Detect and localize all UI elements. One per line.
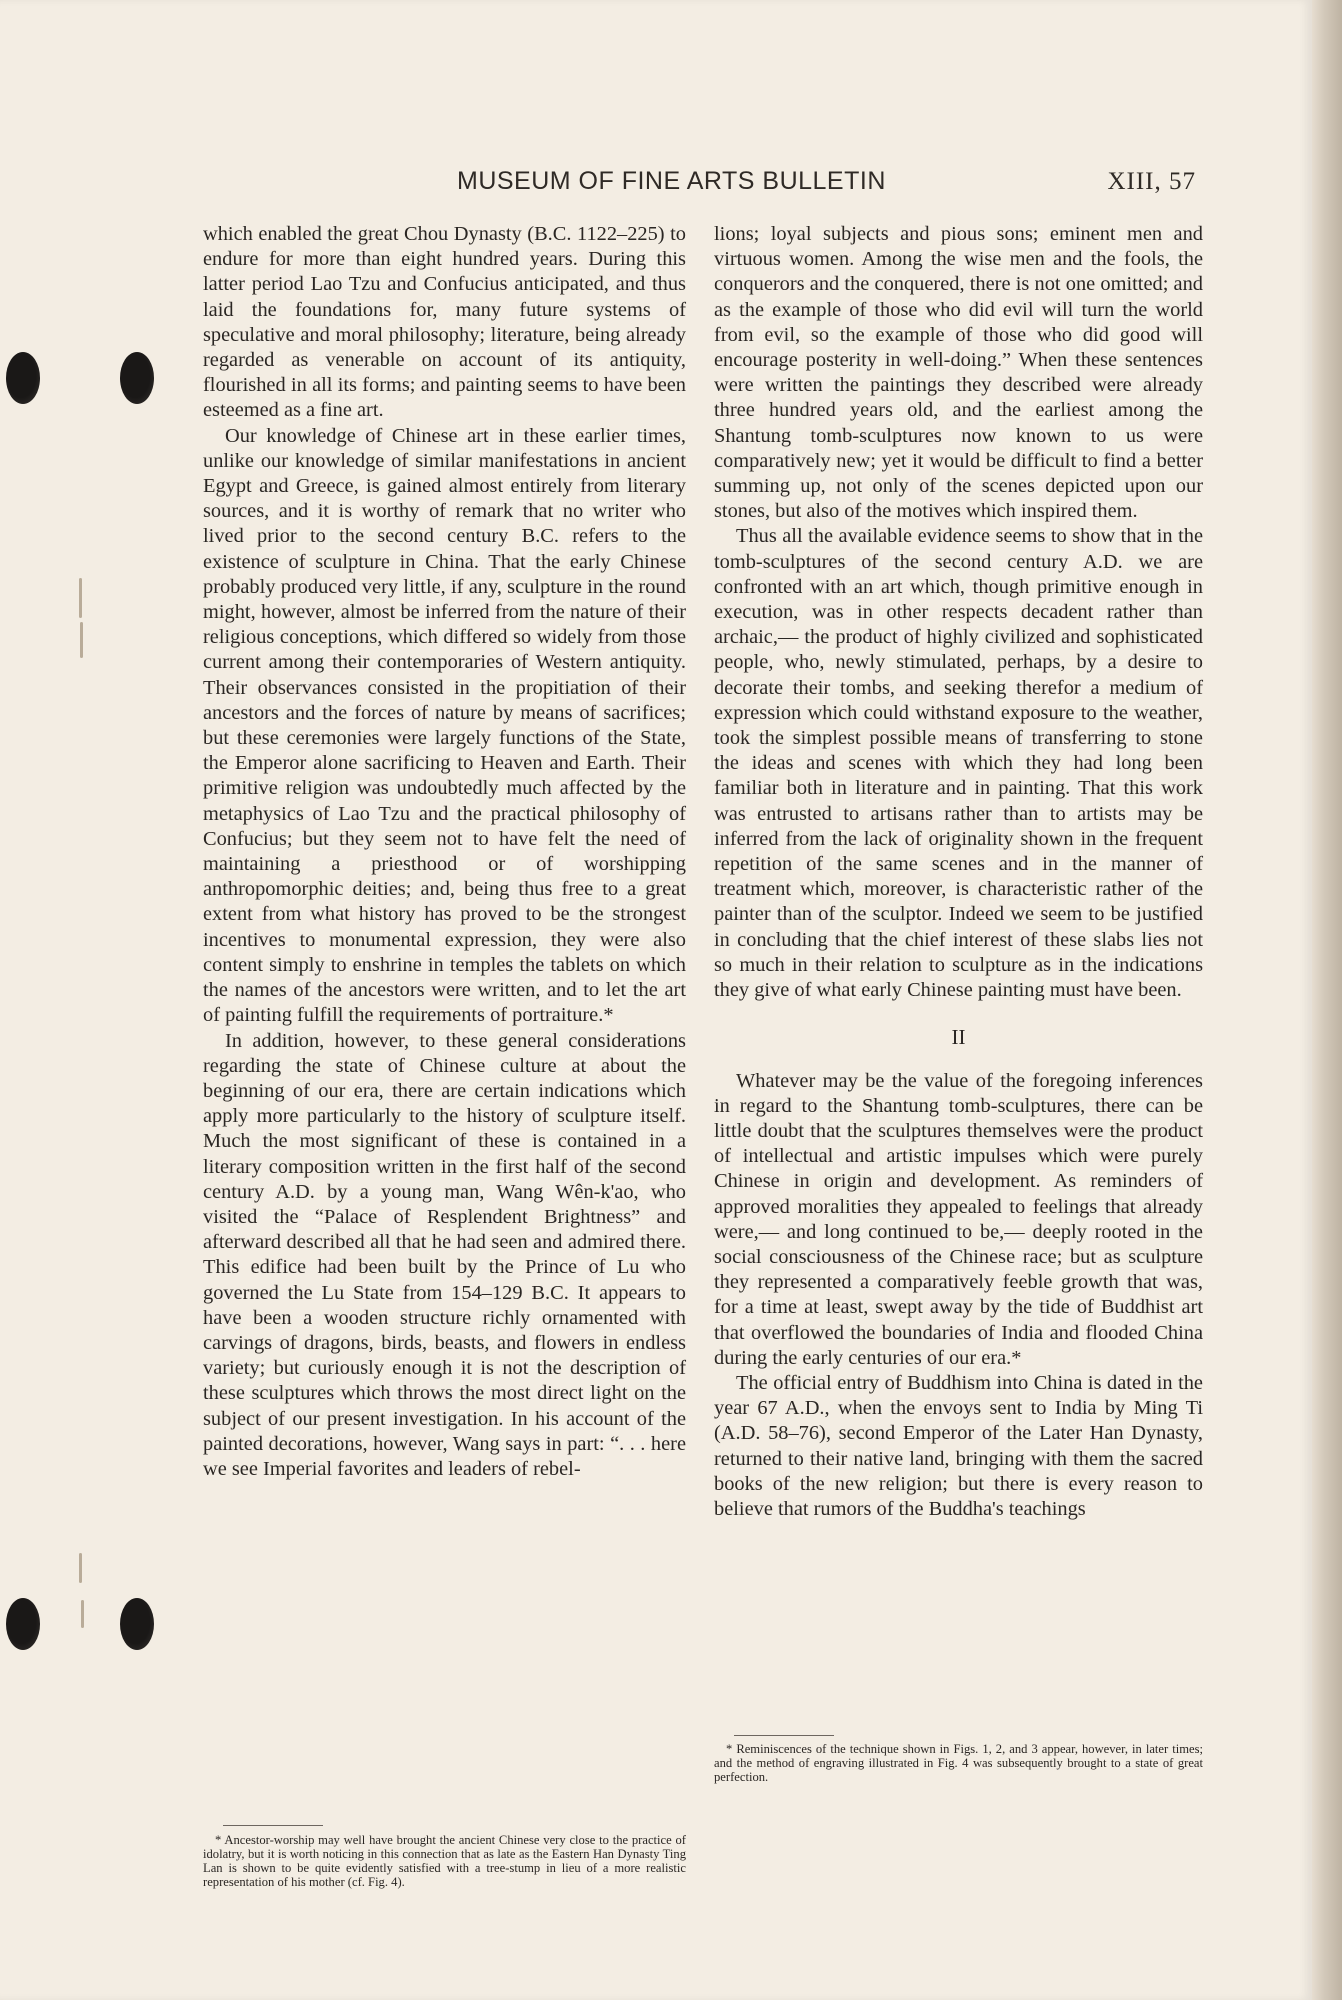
binding-hole-top-right: [120, 352, 154, 404]
binding-mark: [79, 578, 82, 618]
binding-hole-top-left: [6, 352, 40, 404]
footnote-left: [203, 1833, 686, 1889]
binding-mark: [79, 1553, 82, 1583]
paragraph: The official entry of Buddhism into China is dated in the year 67 A.D., when the envoys sent to India by Ming Ti (A.D. 58–76), second Emperor of the Later Han Dynasty, returned to their native land, bringing with them the sacred books of the new religion; but there is every reason to believe that rumors of the Buddha's teachings: [714, 1371, 1203, 1520]
footnote-rule: [734, 1735, 834, 1736]
binding-hole-bottom-left: [6, 1598, 40, 1650]
right-column: [714, 222, 1203, 1522]
paragraph: lions; loyal subjects and pious sons; eminent men and virtuous women. Among the wise men and the fools, the conquerors and the conquered, there is not one omitted; and as the example of those who did evil will turn the world from evil, so the example of those who did good will encourage posterity in well-doing.” When these sentences were written the paintings they described were already three hundred years old, and the earliest among the Shantung tomb-sculptures now known to us were comparatively new; yet it would be difficult to find a better summing up, not only of the scenes depicted upon our stones, but also of the motives which inspired them.: [714, 223, 1203, 523]
footnote-text: * Reminiscences of the technique shown in Figs. 1, 2, and 3 appear, however, in later times; and the method of engraving illustrated in Fig. 4 was subsequently brought to a state of great perfection.: [714, 1742, 1203, 1784]
binding-mark: [80, 622, 83, 658]
footnote-right: [714, 1742, 1203, 1784]
page-folio: XIII, 57: [1107, 168, 1196, 195]
footnote-rule: [223, 1825, 323, 1826]
paragraph: which enabled the great Chou Dynasty (B.C. 1122–225) to endure for more than eight hundred years. During this latter period Lao Tzu and Confucius anticipated, and thus laid the foundations for, many future systems of speculative and moral philosophy; literature, being already regarded as venerable on account of its antiquity, flourished in all its forms; and painting seems to have been esteemed as a fine art.: [203, 223, 686, 422]
running-header: [457, 167, 1196, 196]
footnote-text: * Ancestor-worship may well have brought the ancient Chinese very close to the practice of idolatry, but it is worth noticing in this connection that as late as the Eastern Han Dynasty Ting Lan is shown to be quite evidently satisfied with a tree-stump in lieu of a more realistic representation of his mother (cf. Fig. 4).: [203, 1833, 686, 1889]
page-edge: [1312, 0, 1342, 2000]
left-column: [203, 222, 686, 1482]
binding-hole-bottom-right: [120, 1598, 154, 1650]
paragraph: Our knowledge of Chinese art in these earlier times, unlike our knowledge of similar manifestations in ancient Egypt and Greece, is gained almost entirely from literary sources, and it is worthy of remark that no writer who lived prior to the second century B.C. refers to the existence of sculpture in China. That the early Chinese probably produced very little, if any, sculpture in the round might, however, almost be inferred from the nature of their religious conceptions, which differed so widely from those current among their contemporaries of Western antiquity. Their observances consisted in the propitiation of their ancestors and the forces of nature by means of sacrifices; but these ceremonies were largely functions of the State, the Emperor alone sacrificing to Heaven and Earth. Their primitive religion was undoubtedly much affected by the metaphysics of Lao Tzu and the practical philosophy of Confucius; but they seem not to have felt the need of maintaining a priesthood or of worshipping anthropomorphic deities; and, being thus free to a great extent from what history has proved to be the strongest incentives to monumental expression, they were also content simply to enshrine in temples the tablets on which the names of the ancestors were written, and to let the art of painting fulfill the requirements of portraiture.*: [203, 424, 686, 1027]
section-number: II: [951, 1025, 966, 1050]
paragraph: Thus all the available evidence seems to show that in the tomb-sculptures of the second century A.D. we are confronted with an art which, though primitive enough in execution, was in other respects decadent rather than archaic,— the product of highly civilized and sophisticated people, who, newly stimulated, perhaps, by a desire to decorate their tombs, and seeking therefor a medium of expression which could withstand exposure to the weather, took the simplest possible means of transferring to stone the ideas and scenes with which they had long been familiar both in literature and in painting. That this work was entrusted to artisans rather than to artists may be inferred from the lack of originality shown in the frequent repetition of the same scenes and in the manner of treatment which, moreover, is characteristic rather of the painter than of the sculptor. Indeed we seem to be justified in concluding that the chief interest of these slabs lies not so much in their relation to sculpture as in the indications they give of what early Chinese painting must have been.: [714, 525, 1203, 1002]
paragraph: Whatever may be the value of the foregoing inferences in regard to the Shantung tomb-sculptures, there can be little doubt that the sculptures themselves were the product of intellectual and artistic impulses which were purely Chinese in origin and development. As reminders of approved moralities they appealed to feelings that already were,— and long continued to be,— deeply rooted in the social consciousness of the Chinese race; but as sculpture they represented a comparatively feeble growth that was, for a time at least, swept away by the tide of Buddhist art that overflowed the boundaries of India and flooded China during the early centuries of our era.*: [714, 1069, 1203, 1369]
binding-mark: [81, 1600, 84, 1628]
bulletin-title: MUSEUM OF FINE ARTS BULLETIN: [457, 167, 886, 195]
paragraph: In addition, however, to these general considerations regarding the state of Chinese culture at about the beginning of our era, there are certain indications which apply more particularly to the history of sculpture itself. Much the most significant of these is contained in a literary composition written in the first half of the second century A.D. by a young man, Wang Wên-k'ao, who visited the “Palace of Resplendent Brightness” and afterward described all that he had seen and admired there. This edifice had been built by the Prince of Lu who governed the Lu State from 154–129 B.C. It appears to have been a wooden structure richly ornamented with carvings of dragons, birds, beasts, and flowers in endless variety; but curiously enough it is not the description of these sculptures which throws the most direct light on the subject of our present investigation. In his account of the painted decorations, however, Wang says in part: “. . . here we see Imperial favorites and leaders of rebel-: [203, 1029, 686, 1480]
